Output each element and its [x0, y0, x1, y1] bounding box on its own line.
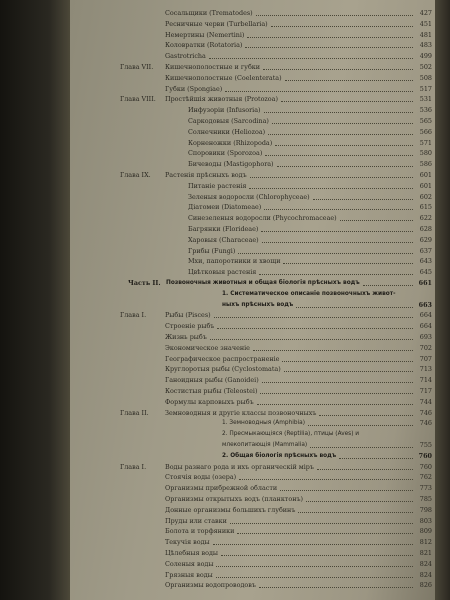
dot-leader — [265, 155, 413, 156]
toc-entry-title: Бичеводы (Mastigophora) — [188, 160, 274, 169]
toc-chapter-label: Глава I. — [120, 462, 147, 471]
toc-entry — [70, 549, 435, 558]
page-edge — [435, 0, 450, 600]
toc-entry-title: ныхъ прѣсныхъ водъ — [222, 301, 294, 308]
toc-entry-title: Болота и торфяники — [165, 527, 235, 536]
toc-entry — [70, 95, 435, 104]
toc-entry-title: Организмы водопроводовъ — [165, 581, 256, 590]
toc-page-number: 821 — [419, 549, 432, 557]
toc-entry-title: Немертины (Nemertini) — [165, 30, 245, 39]
toc-page-number: 663 — [418, 300, 432, 309]
toc-entry — [70, 473, 435, 482]
toc-page-number: 744 — [419, 397, 432, 406]
toc-entry — [70, 85, 435, 94]
toc-entry-title: 1. Систематическое описаніе позвоночныхъ живот- — [222, 290, 396, 297]
toc-entry-title: Экономическое значеніе — [165, 343, 250, 352]
dot-leader — [216, 566, 413, 567]
toc-entry — [70, 139, 435, 148]
toc-entry — [70, 149, 435, 158]
dot-leader — [209, 58, 413, 59]
toc-entry — [70, 117, 435, 126]
toc-entry-title: Организмы открытыхъ водъ (планктонъ) — [165, 495, 304, 503]
dot-leader — [308, 425, 413, 426]
dot-leader — [272, 123, 413, 124]
toc-entry-title: Земноводныя и другіе классы позвоночныхъ — [165, 408, 317, 417]
toc-entry — [70, 301, 435, 310]
toc-page-number: 622 — [419, 214, 432, 223]
toc-entry — [70, 128, 435, 137]
toc-entry-title: Позвоночныя животныя и общая біологія прѣсныхъ водъ — [166, 280, 360, 286]
toc-page-number: 601 — [419, 171, 432, 179]
dot-leader — [268, 134, 413, 135]
toc-page-number: 824 — [419, 570, 432, 579]
toc-entry-title: Стоячія воды (озера) — [165, 473, 237, 482]
toc-entry — [70, 517, 435, 526]
toc-entry-title: Грязныя воды — [165, 570, 213, 579]
toc-page-number: 628 — [419, 225, 432, 233]
dot-leader — [313, 199, 413, 200]
toc-entry — [70, 409, 435, 418]
toc-entry — [70, 344, 435, 353]
toc-page-number: 773 — [419, 484, 432, 493]
toc-entry-title: Цѣлебныя воды — [165, 549, 218, 557]
toc-page-number: 629 — [419, 235, 432, 244]
toc-entry-title: Кишечнополостные (Coelenterata) — [165, 73, 282, 82]
toc-page-number: 536 — [419, 106, 432, 115]
dot-leader — [214, 317, 413, 318]
toc-page-number: 702 — [419, 343, 432, 352]
dot-leader — [256, 15, 413, 16]
toc-entry — [70, 52, 435, 61]
toc-entry — [70, 160, 435, 169]
dot-leader — [262, 242, 413, 243]
toc-entry — [70, 279, 435, 288]
toc-page-number: 580 — [419, 149, 432, 158]
toc-page-number: 531 — [419, 95, 432, 104]
toc-entry-title: Соленыя воды — [165, 559, 214, 568]
toc-entry-title: Солнечники (Heliozoa) — [188, 127, 266, 136]
toc-entry — [70, 236, 435, 245]
toc-entry-title: Пруды или ставки — [165, 516, 227, 525]
toc-entry — [70, 430, 435, 439]
toc-entry-title: Зеленыя водоросли (Chlorophyceae) — [188, 192, 310, 201]
toc-entry — [70, 538, 435, 547]
toc-page-number: 760 — [418, 451, 432, 460]
toc-entry — [70, 333, 435, 342]
toc-entry — [70, 463, 435, 472]
toc-page-number: 586 — [419, 160, 432, 169]
toc-entry-title: Кишечнополостные и губки — [165, 63, 261, 71]
toc-entry — [70, 419, 435, 428]
toc-page-number: 824 — [419, 559, 432, 568]
dot-leader — [339, 458, 413, 459]
dot-leader — [317, 469, 413, 470]
toc-entry-title: Ресничные черви (Turbellaria) — [165, 19, 268, 28]
dot-leader — [319, 415, 413, 416]
toc-entry — [70, 527, 435, 536]
toc-page-number: 565 — [419, 117, 432, 125]
toc-entry — [70, 398, 435, 407]
dot-leader — [275, 145, 413, 146]
toc-entry — [70, 355, 435, 364]
dot-leader — [259, 587, 413, 588]
dot-leader — [250, 177, 413, 178]
toc-entry-title: Организмы прибрежной области — [165, 484, 278, 493]
dot-leader — [221, 555, 413, 556]
toc-page-number: 798 — [419, 505, 432, 514]
toc-entry — [70, 247, 435, 256]
dot-leader — [260, 393, 413, 394]
toc-page-number: 760 — [419, 462, 432, 471]
dot-leader — [280, 490, 413, 491]
toc-chapter-label: Глава II. — [120, 408, 149, 417]
book-page — [70, 0, 435, 600]
toc-entry — [70, 9, 435, 18]
dot-leader — [216, 577, 413, 578]
toc-entry-title: Воды разнаго рода и ихъ органическій міръ — [165, 462, 314, 471]
dot-leader — [257, 404, 413, 405]
dot-leader — [277, 166, 413, 167]
toc-page-number: 645 — [419, 268, 432, 277]
toc-entry — [70, 290, 435, 299]
toc-chapter-label: Глава I. — [120, 311, 147, 320]
toc-entry — [70, 484, 435, 493]
dot-leader — [363, 285, 413, 286]
toc-chapter-label: Глава VII. — [120, 63, 154, 71]
toc-page-number: 693 — [419, 333, 432, 341]
toc-entry — [70, 560, 435, 569]
toc-entry-title: Костистыя рыбы (Teleostei) — [165, 387, 258, 395]
toc-entry — [70, 365, 435, 374]
toc-entry-title: Инфузоріи (Infusoria) — [188, 106, 261, 115]
dot-leader — [259, 274, 413, 275]
toc-page-number: 803 — [419, 516, 432, 525]
toc-entry-title: Споровики (Sporozoa) — [188, 149, 263, 158]
dot-leader — [310, 447, 413, 448]
toc-entry — [70, 387, 435, 396]
toc-entry — [70, 41, 435, 50]
dot-leader — [285, 80, 413, 81]
dot-leader — [271, 26, 413, 27]
toc-page-number: 451 — [419, 19, 432, 28]
toc-entry-title: Строеніе рыбъ — [165, 322, 215, 331]
dot-leader — [230, 523, 413, 524]
toc-entry — [70, 20, 435, 29]
dot-leader — [237, 533, 413, 534]
dot-leader — [239, 479, 413, 480]
dot-leader — [262, 382, 413, 383]
toc-page-number: 483 — [419, 41, 432, 50]
toc-entry — [70, 74, 435, 83]
toc-entry-title: Ганоидныя рыбы (Ganoidei) — [165, 376, 259, 385]
toc-entry-title: Географическое распространеніе — [165, 354, 280, 363]
toc-page-number: 499 — [419, 52, 432, 61]
toc-entry-title: Растенія прѣсныхъ водъ — [165, 171, 247, 179]
toc-entry — [70, 452, 435, 461]
toc-page-number: 746 — [419, 419, 432, 428]
toc-page-number: 717 — [419, 387, 432, 395]
toc-page-number: 809 — [419, 527, 432, 536]
toc-entry — [70, 581, 435, 590]
toc-chapter-label: Часть II. — [128, 279, 161, 287]
toc-page-number: 643 — [419, 257, 432, 266]
toc-entry-title: Питаніе растенія — [188, 181, 247, 190]
toc-page-number: 601 — [419, 181, 432, 190]
toc-entry — [70, 268, 435, 277]
toc-entry-title: Сосальщики (Trematodes) — [165, 9, 253, 17]
toc-page-number: 664 — [419, 311, 432, 320]
toc-entry-title: Коловратки (Rotatoria) — [165, 41, 243, 50]
toc-entry — [70, 63, 435, 72]
dot-leader — [340, 220, 413, 221]
toc-entry-title: Синезеленыя водоросли (Phycochromaceae) — [188, 214, 337, 223]
dot-leader — [247, 37, 413, 38]
toc-page-number: 826 — [419, 581, 432, 590]
dot-leader — [296, 307, 413, 308]
toc-entry-title: Грибы (Fungi) — [188, 246, 236, 255]
toc-page-number: 481 — [419, 30, 432, 39]
toc-page-number: 707 — [419, 354, 432, 363]
toc-entry-title: Рыбы (Pisces) — [165, 311, 211, 320]
toc-entry-title: Цвѣтковыя растенія — [188, 268, 257, 277]
toc-page-number: 746 — [419, 408, 432, 417]
dot-leader — [210, 339, 413, 340]
toc-page-number: 755 — [419, 441, 432, 449]
toc-page-number: 713 — [419, 365, 432, 374]
toc-entry-title: Корненожки (Rhizopoda) — [188, 138, 273, 147]
toc-entry-title: Харовыя (Characeae) — [188, 235, 259, 244]
dot-leader — [281, 101, 413, 102]
toc-entry — [70, 225, 435, 234]
dot-leader — [225, 91, 413, 92]
toc-entry — [70, 506, 435, 515]
toc-entry-title: Донные организмы большихъ глубинъ — [165, 505, 296, 514]
dot-leader — [263, 69, 413, 70]
toc-entry-title: Gastrotricha — [165, 52, 206, 61]
toc-entry-title: Жизнь рыбъ — [165, 333, 207, 341]
dot-leader — [253, 350, 413, 351]
toc-entry-title: 1. Земноводныя (Amphibia) — [222, 420, 305, 427]
toc-entry — [70, 182, 435, 191]
toc-entry-title: Простѣйшія животныя (Protozoa) — [165, 95, 278, 104]
toc-page-number: 571 — [419, 138, 432, 147]
toc-page-number: 502 — [419, 63, 432, 71]
dot-leader — [261, 231, 413, 232]
left-shadow — [0, 0, 70, 600]
toc-entry — [70, 376, 435, 385]
toc-page-number: 812 — [419, 538, 432, 547]
toc-entry — [70, 441, 435, 450]
toc-page-number: 762 — [419, 473, 432, 482]
toc-page-number: 714 — [419, 376, 432, 385]
dot-leader — [284, 371, 413, 372]
toc-entry-title: Діатомеи (Diatomeae) — [188, 203, 262, 212]
toc-entry — [70, 311, 435, 320]
toc-chapter-label: Глава IX. — [120, 171, 151, 179]
toc-entry — [70, 257, 435, 266]
toc-entry-title: млекопитающія (Mammalia) — [222, 442, 308, 448]
toc-entry — [70, 203, 435, 212]
toc-page-number: 664 — [419, 322, 432, 331]
dot-leader — [283, 263, 413, 264]
dot-leader — [282, 361, 413, 362]
toc-entry — [70, 193, 435, 202]
dot-leader — [264, 209, 413, 210]
toc-entry-title: Саркодовыя (Sarcodina) — [188, 117, 269, 125]
dot-leader — [238, 253, 413, 254]
toc-entry — [70, 322, 435, 331]
toc-entry — [70, 571, 435, 580]
toc-page-number: 785 — [419, 495, 432, 503]
toc-entry — [70, 171, 435, 180]
toc-page-number: 508 — [419, 73, 432, 82]
toc-entry-title: Мхи, папоротники и хвощи — [188, 257, 281, 266]
dot-leader — [298, 512, 413, 513]
dot-leader — [264, 112, 414, 113]
toc-page-number: 615 — [419, 203, 432, 212]
toc-page-number: 661 — [418, 279, 432, 287]
toc-entry-title: 2. Общая біологія прѣсныхъ водъ — [222, 452, 337, 459]
dot-leader — [217, 328, 413, 329]
toc-entry-title: Формулы карповыхъ рыбъ — [165, 397, 254, 406]
toc-entry-title: Круглоротыя рыбы (Cyclostomata) — [165, 365, 281, 374]
toc-chapter-label: Глава VIII. — [120, 95, 156, 104]
toc-page-number: 517 — [419, 84, 432, 93]
toc-entry-title: 2. Пресмыкающіяся (Reptilia), птицы (Aves) и — [222, 431, 360, 438]
toc-entry — [70, 106, 435, 115]
dot-leader — [249, 188, 413, 189]
toc-entry — [70, 31, 435, 40]
toc-page-number: 566 — [419, 127, 432, 136]
toc-page-number: 637 — [419, 246, 432, 255]
dot-leader — [213, 544, 413, 545]
toc-entry — [70, 495, 435, 504]
dot-leader — [245, 47, 413, 48]
toc-entry-title: Текучія воды — [165, 538, 210, 547]
dot-leader — [306, 501, 413, 502]
toc-entry — [70, 214, 435, 223]
toc-entry-title: Багрянки (Florideae) — [188, 225, 259, 233]
toc-entry-title: Губки (Spongiae) — [165, 84, 223, 93]
toc-page-number: 427 — [419, 9, 432, 17]
toc-page-number: 602 — [419, 192, 432, 201]
